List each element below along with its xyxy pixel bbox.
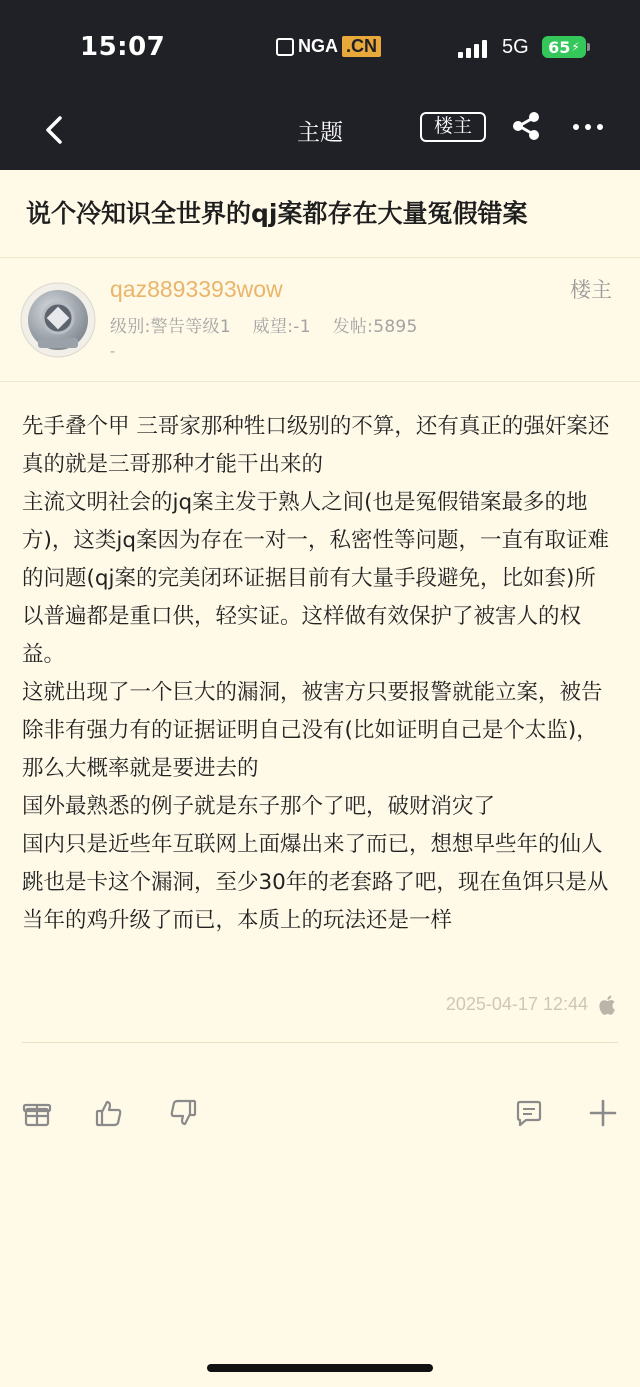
- apple-icon: [598, 994, 618, 1016]
- post-paragraph: 国外最熟悉的例子就是东子那个了吧，破财消灾了: [22, 794, 496, 819]
- thumbs-down-icon[interactable]: [168, 1098, 198, 1128]
- nav-bar: [0, 92, 640, 170]
- only-op-button[interactable]: 楼主: [420, 112, 486, 142]
- user-prestige: 威望:-1: [252, 317, 311, 337]
- status-bar: [0, 0, 640, 92]
- charging-icon: ⚡: [571, 40, 580, 54]
- gift-icon[interactable]: [22, 1098, 52, 1128]
- comment-icon[interactable]: [514, 1098, 544, 1128]
- signal-icon: [458, 40, 487, 58]
- more-options-icon[interactable]: [572, 122, 604, 132]
- user-signature: -: [110, 344, 116, 360]
- post-paragraph: 国内只是近些年互联网上面爆出来了而已，想想早些年的仙人跳也是卡这个漏洞，至少30年的老套路了吧，现在鱼饵只是从当年的鸡升级了而已，本质上的玩法还是一样: [22, 832, 609, 933]
- nga-logo-icon: [276, 38, 294, 56]
- page-title: 主题: [297, 120, 343, 146]
- author-block: [0, 258, 640, 382]
- status-time: 15:07: [80, 32, 166, 62]
- user-stats: [110, 312, 434, 337]
- footer-divider: [22, 1042, 618, 1043]
- brand-suffix: .CN: [342, 36, 381, 57]
- battery-level: 65: [548, 37, 571, 57]
- top-header: [0, 0, 640, 170]
- brand-logo: [276, 36, 381, 57]
- post-footer: [0, 994, 640, 1098]
- user-post-count: 发帖:5895: [332, 317, 418, 337]
- share-icon[interactable]: [510, 110, 542, 142]
- avatar[interactable]: [20, 282, 96, 358]
- floor-label: 楼主: [570, 278, 612, 302]
- network-type: 5G: [502, 36, 529, 58]
- post-actions: [0, 1098, 640, 1158]
- post-paragraph: 主流文明社会的jq案主发于熟人之间(也是冤假错案最多的地方)，这类jq案因为存在一对一，私密性等问题，一直有取证难的问题(qj案的完美闭环证据目前有大量手段避免，比如套)所以普遍都是重口供，轻实证。这样做有效保护了被害人的权益。: [22, 490, 610, 667]
- plus-icon[interactable]: [588, 1098, 618, 1128]
- user-level: 级别:警告等级1: [110, 317, 231, 337]
- thumbs-up-icon[interactable]: [94, 1098, 124, 1128]
- home-indicator[interactable]: [207, 1364, 433, 1372]
- post-paragraph: 先手叠个甲 三哥家那种牲口级别的不算，还有真正的强奸案还真的就是三哥那种才能干出来的: [22, 414, 610, 477]
- post-content: [0, 382, 640, 994]
- username[interactable]: qaz8893393wow: [110, 276, 283, 302]
- battery-indicator: [542, 36, 586, 58]
- brand-name: NGA: [298, 36, 338, 56]
- post-timestamp: 2025-04-17 12:44: [445, 994, 588, 1014]
- post-paragraph: 这就出现了一个巨大的漏洞，被害方只要报警就能立案，被告除非有强力有的证据证明自己没有(比如证明自己是个太监)，那么大概率就是要进去的: [22, 680, 603, 781]
- thread-title: 说个冷知识全世界的qj案都存在大量冤假错案: [0, 170, 640, 258]
